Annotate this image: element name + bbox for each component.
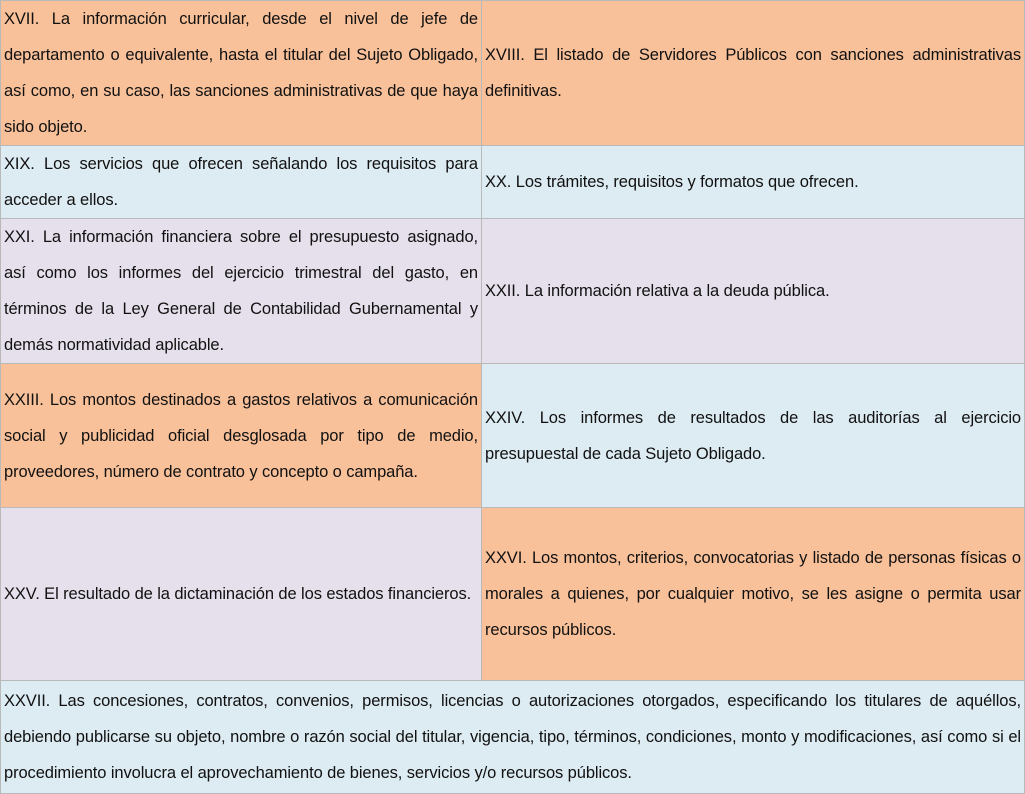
cell-xx: XX. Los trámites, requisitos y formatos que ofrecen. — [482, 146, 1025, 219]
cell-xxvi: XXVI. Los montos, criterios, convocatorias y listado de personas físicas o morales a quienes, por cualquier motivo, se les asigne o permita usar recursos públicos. — [482, 508, 1025, 681]
table-row — [1, 146, 1025, 219]
cell-xxi: XXI. La información financiera sobre el presupuesto asignado, así como los informes del ejercicio trimestral del gasto, en términos de la Ley General de Contabilidad Gubernamental y demás normatividad aplicable. — [1, 219, 482, 364]
table-row — [1, 1, 1025, 146]
cell-xvii: XVII. La información curricular, desde el nivel de jefe de departamento o equivalente, hasta el titular del Sujeto Obligado, así como, en su caso, las sanciones administrativas de que haya sido objeto. — [1, 1, 482, 146]
cell-xxiii: XXIII. Los montos destinados a gastos relativos a comunicación social y publicidad oficial desglosada por tipo de medio, proveedores, número de contrato y concepto o campaña. — [1, 364, 482, 508]
table-row — [1, 681, 1025, 794]
table-row — [1, 364, 1025, 508]
cell-xxiv: XXIV. Los informes de resultados de las auditorías al ejercicio presupuestal de cada Sujeto Obligado. — [482, 364, 1025, 508]
cell-xxvii: XXVII. Las concesiones, contratos, convenios, permisos, licencias o autorizaciones otorgados, especificando los titulares de aquéllos, debiendo publicarse su objeto, nombre o razón social del titular, vigencia, tipo, términos, condiciones, monto y modificaciones, así como si el procedimiento involucra el aprovechamiento de bienes, servicios y/o recursos públicos. — [1, 681, 1025, 794]
cell-xxii: XXII. La información relativa a la deuda pública. — [482, 219, 1025, 364]
cell-xix: XIX. Los servicios que ofrecen señalando los requisitos para acceder a ellos. — [1, 146, 482, 219]
cell-xxv: XXV. El resultado de la dictaminación de los estados financieros. — [1, 508, 482, 681]
table-row — [1, 219, 1025, 364]
cell-xviii: XVIII. El listado de Servidores Públicos con sanciones administrativas definitivas. — [482, 1, 1025, 146]
table-row — [1, 508, 1025, 681]
